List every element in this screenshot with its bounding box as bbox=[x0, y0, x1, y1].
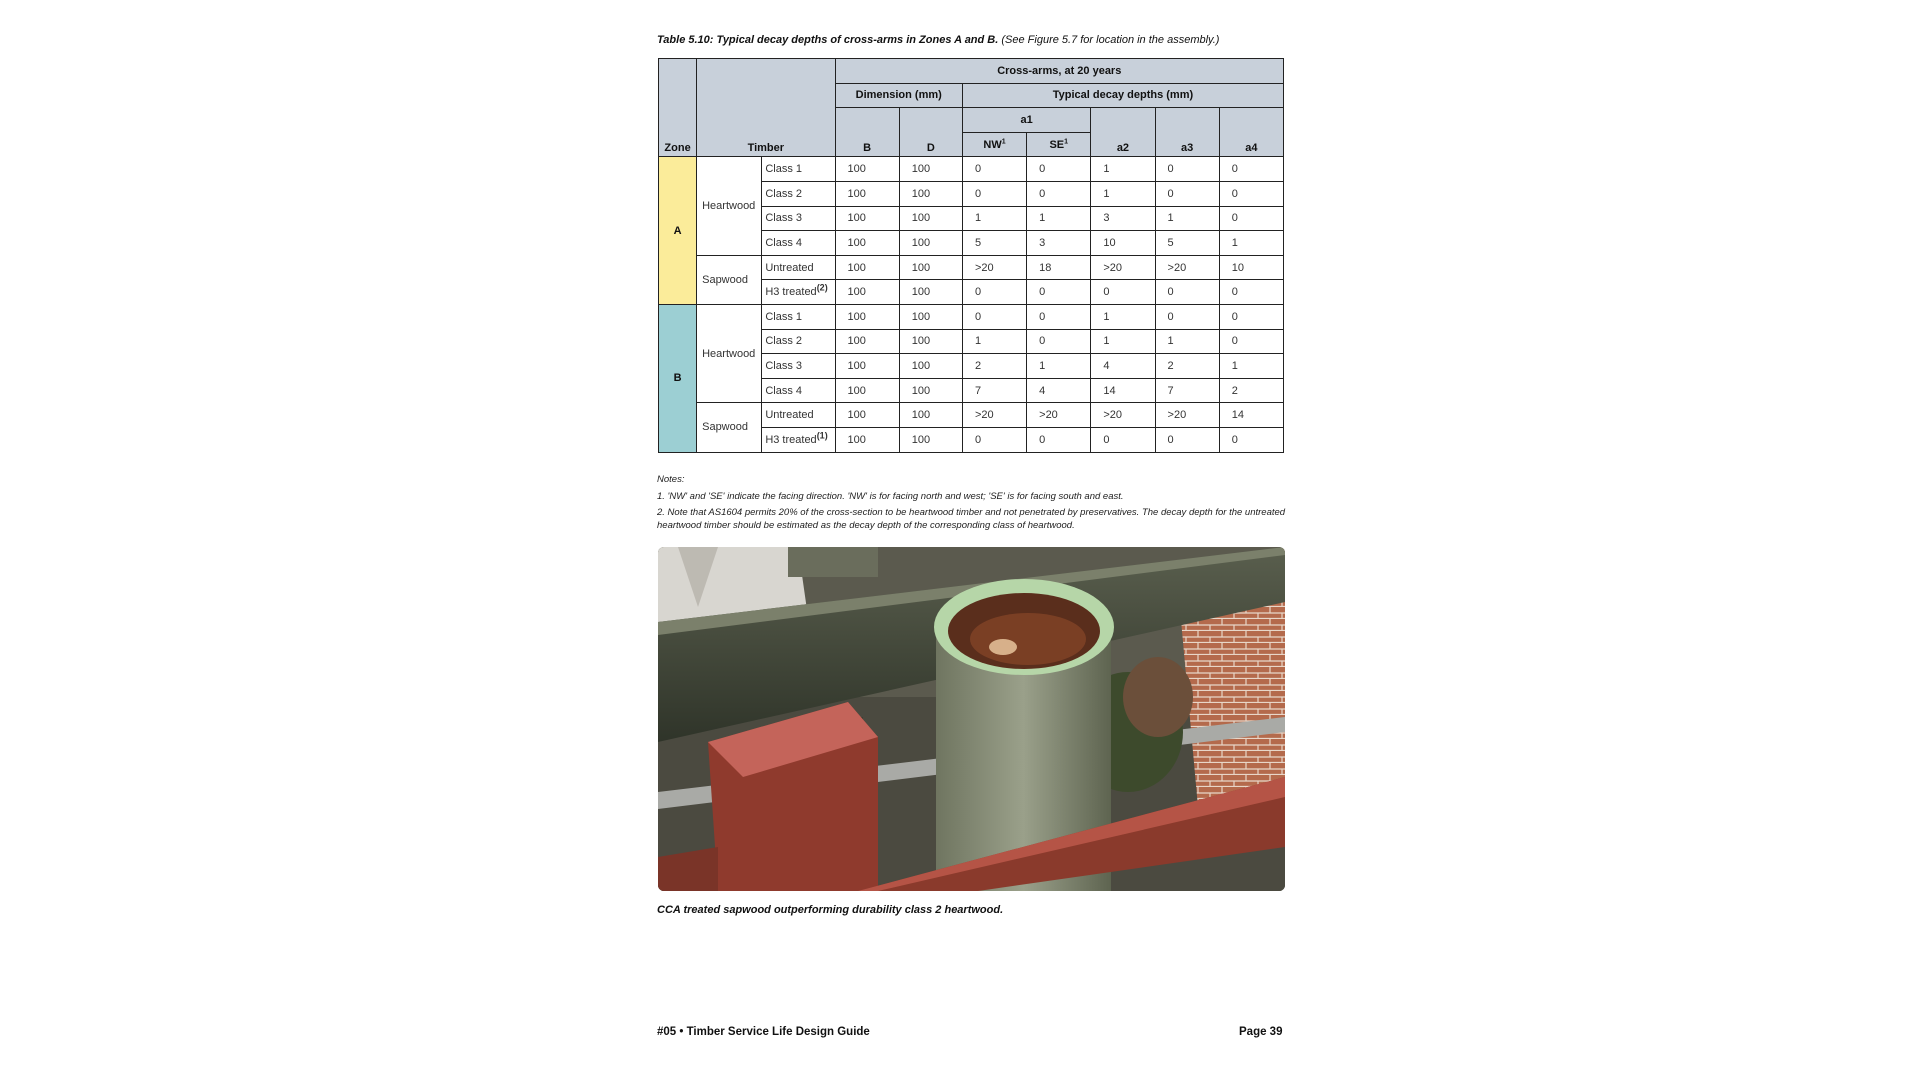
table-caption bbox=[657, 34, 1219, 46]
table-cell: 1 bbox=[962, 206, 1026, 231]
table-cell: 0 bbox=[1219, 427, 1283, 452]
table-cell: Class 2 bbox=[762, 329, 835, 354]
table-cell: 10 bbox=[1219, 255, 1283, 280]
table-cell: 5 bbox=[962, 231, 1026, 256]
table-cell: 4 bbox=[1091, 354, 1155, 379]
table-cell: 100 bbox=[835, 280, 899, 305]
zone-b-cell: B bbox=[659, 304, 697, 452]
note-2: 2. Note that AS1604 permits 20% of the cross-section to be heartwood timber and not penetrated by preservatives. The decay depth for the untreated heartwood timber should be estimated as the decay depth of the corresponding class of heartwood. bbox=[657, 507, 1286, 531]
table-cell: 100 bbox=[835, 255, 899, 280]
col-a3-header: a3 bbox=[1155, 108, 1219, 157]
table-cell: 100 bbox=[899, 231, 962, 256]
table-cell: 1 bbox=[1027, 354, 1091, 379]
table-cell: 0 bbox=[1155, 157, 1219, 182]
table-cell: >20 bbox=[962, 403, 1026, 428]
decay-depth-table bbox=[658, 58, 1284, 453]
table-cell: 1 bbox=[1155, 329, 1219, 354]
table-caption-title: Table 5.10: Typical decay depths of cross-arms in Zones A and B. bbox=[657, 34, 999, 46]
table-cell: 100 bbox=[899, 329, 962, 354]
table-cell: 1 bbox=[1027, 206, 1091, 231]
table-cell: 4 bbox=[1027, 378, 1091, 403]
table-cell: 0 bbox=[1091, 427, 1155, 452]
table-cell: 100 bbox=[835, 403, 899, 428]
table-cell: 0 bbox=[1091, 280, 1155, 305]
table-cell: 100 bbox=[899, 255, 962, 280]
col-b-header: B bbox=[835, 108, 899, 157]
table-cell: 0 bbox=[962, 181, 1026, 206]
table-cell: Class 3 bbox=[762, 206, 835, 231]
table-cell: 10 bbox=[1091, 231, 1155, 256]
table-cell: >20 bbox=[1155, 403, 1219, 428]
a1-header: a1 bbox=[962, 108, 1090, 133]
table-cell: 18 bbox=[1027, 255, 1091, 280]
table-cell: 100 bbox=[899, 280, 962, 305]
col-se-header: $SE^1$ bbox=[1027, 132, 1091, 157]
note-1: 1. 'NW' and 'SE' indicate the facing direction. 'NW' is for facing north and west; 'SE' is for facing south and east. bbox=[657, 490, 1124, 502]
photo-caption: CCA treated sapwood outperforming durability class 2 heartwood. bbox=[657, 904, 1004, 916]
table-cell: 2 bbox=[1219, 378, 1283, 403]
col-zone-header: Zone bbox=[659, 59, 697, 157]
table-cell: Class 4 bbox=[762, 231, 835, 256]
table-cell: Class 3 bbox=[762, 354, 835, 379]
table-cell: 0 bbox=[962, 427, 1026, 452]
table-cell: 0 bbox=[1155, 427, 1219, 452]
table-cell: 0 bbox=[1155, 304, 1219, 329]
table-cell: 1 bbox=[1091, 181, 1155, 206]
table-cell: 0 bbox=[1155, 181, 1219, 206]
table-cell: 100 bbox=[899, 157, 962, 182]
table-cell: 100 bbox=[835, 329, 899, 354]
col-timber-header: Timber bbox=[697, 59, 835, 157]
table-cell: Untreated bbox=[762, 255, 835, 280]
table-cell: 3 bbox=[1091, 206, 1155, 231]
timber-sapwood-b: Sapwood bbox=[697, 403, 762, 452]
group-header: Cross-arms, at 20 years bbox=[835, 59, 1283, 84]
table-cell: 100 bbox=[835, 427, 899, 452]
table-cell: 100 bbox=[835, 181, 899, 206]
col-a4-header: a4 bbox=[1219, 108, 1283, 157]
footer-publication: #05 • Timber Service Life Design Guide bbox=[657, 1026, 870, 1038]
table-cell: 5 bbox=[1155, 231, 1219, 256]
table-cell: 1 bbox=[1091, 157, 1155, 182]
table-cell: 0 bbox=[962, 304, 1026, 329]
table-cell: 1 bbox=[1091, 304, 1155, 329]
table-cell: 0 bbox=[1027, 329, 1091, 354]
col-nw-header: $NW^1$ bbox=[962, 132, 1026, 157]
table-cell: 0 bbox=[962, 157, 1026, 182]
decay-header: Typical decay depths (mm) bbox=[962, 83, 1283, 108]
table-cell: >20 bbox=[1091, 255, 1155, 280]
table-cell: >20 bbox=[1027, 403, 1091, 428]
table-cell: 0 bbox=[1155, 280, 1219, 305]
timber-sapwood-a: Sapwood bbox=[697, 255, 762, 304]
table-cell: 100 bbox=[899, 378, 962, 403]
table-row bbox=[659, 304, 1284, 329]
table-cell: 1 bbox=[1155, 206, 1219, 231]
table-row bbox=[659, 157, 1284, 182]
table-cell: 100 bbox=[835, 231, 899, 256]
table-cell: 100 bbox=[899, 427, 962, 452]
table-cell: 0 bbox=[1219, 329, 1283, 354]
table-cell: 100 bbox=[899, 354, 962, 379]
table-notes bbox=[657, 474, 1287, 536]
zone-a-cell: A bbox=[659, 157, 697, 305]
timber-heartwood-b: Heartwood bbox=[697, 304, 762, 402]
table-cell: 0 bbox=[1027, 427, 1091, 452]
col-d-header: D bbox=[899, 108, 962, 157]
table-cell: Class 1 bbox=[762, 304, 835, 329]
timber-post-photo bbox=[658, 547, 1285, 891]
table-cell: 0 bbox=[1219, 181, 1283, 206]
table-cell: 100 bbox=[899, 181, 962, 206]
table-cell: 100 bbox=[835, 304, 899, 329]
table-cell: 0 bbox=[1027, 181, 1091, 206]
table-cell: 1 bbox=[1219, 231, 1283, 256]
table-cell: Untreated bbox=[762, 403, 835, 428]
table-row bbox=[659, 255, 1284, 280]
table-cell: 100 bbox=[835, 157, 899, 182]
table-cell: 100 bbox=[899, 403, 962, 428]
table-cell: H3 treated$^{(1)}$ bbox=[762, 427, 835, 452]
table-cell: 0 bbox=[1027, 304, 1091, 329]
table-cell: >20 bbox=[1155, 255, 1219, 280]
table-cell: Class 1 bbox=[762, 157, 835, 182]
timber-heartwood-a: Heartwood bbox=[697, 157, 762, 255]
table-cell: 7 bbox=[962, 378, 1026, 403]
table-row bbox=[659, 403, 1284, 428]
table-cell: 1 bbox=[1091, 329, 1155, 354]
table-cell: 14 bbox=[1091, 378, 1155, 403]
table-cell: 100 bbox=[835, 354, 899, 379]
table-cell: 0 bbox=[1027, 157, 1091, 182]
table-cell: 100 bbox=[835, 378, 899, 403]
table-cell: >20 bbox=[1091, 403, 1155, 428]
table-cell: 100 bbox=[899, 304, 962, 329]
table-cell: >20 bbox=[962, 255, 1026, 280]
table-cell: Class 4 bbox=[762, 378, 835, 403]
notes-heading: Notes: bbox=[657, 474, 685, 485]
table-cell: 0 bbox=[1219, 157, 1283, 182]
dimension-header: Dimension (mm) bbox=[835, 83, 962, 108]
table-cell: 0 bbox=[1219, 206, 1283, 231]
table-cell: 3 bbox=[1027, 231, 1091, 256]
table-cell: 0 bbox=[1219, 280, 1283, 305]
table-cell: H3 treated$^{(2)}$ bbox=[762, 280, 835, 305]
footer-page-number: Page 39 bbox=[1239, 1026, 1283, 1038]
table-caption-reference: (See Figure 5.7 for location in the assembly.) bbox=[1001, 34, 1220, 46]
table-cell: 2 bbox=[962, 354, 1026, 379]
table-cell: 100 bbox=[835, 206, 899, 231]
table-cell: 0 bbox=[962, 280, 1026, 305]
table-cell: 14 bbox=[1219, 403, 1283, 428]
table-cell: 2 bbox=[1155, 354, 1219, 379]
table-cell: 0 bbox=[1219, 304, 1283, 329]
table-cell: 100 bbox=[899, 206, 962, 231]
table-cell: 7 bbox=[1155, 378, 1219, 403]
table-cell: 1 bbox=[1219, 354, 1283, 379]
table-cell: 1 bbox=[962, 329, 1026, 354]
col-a2-header: a2 bbox=[1091, 108, 1155, 157]
table-cell: Class 2 bbox=[762, 181, 835, 206]
table-cell: 0 bbox=[1027, 280, 1091, 305]
